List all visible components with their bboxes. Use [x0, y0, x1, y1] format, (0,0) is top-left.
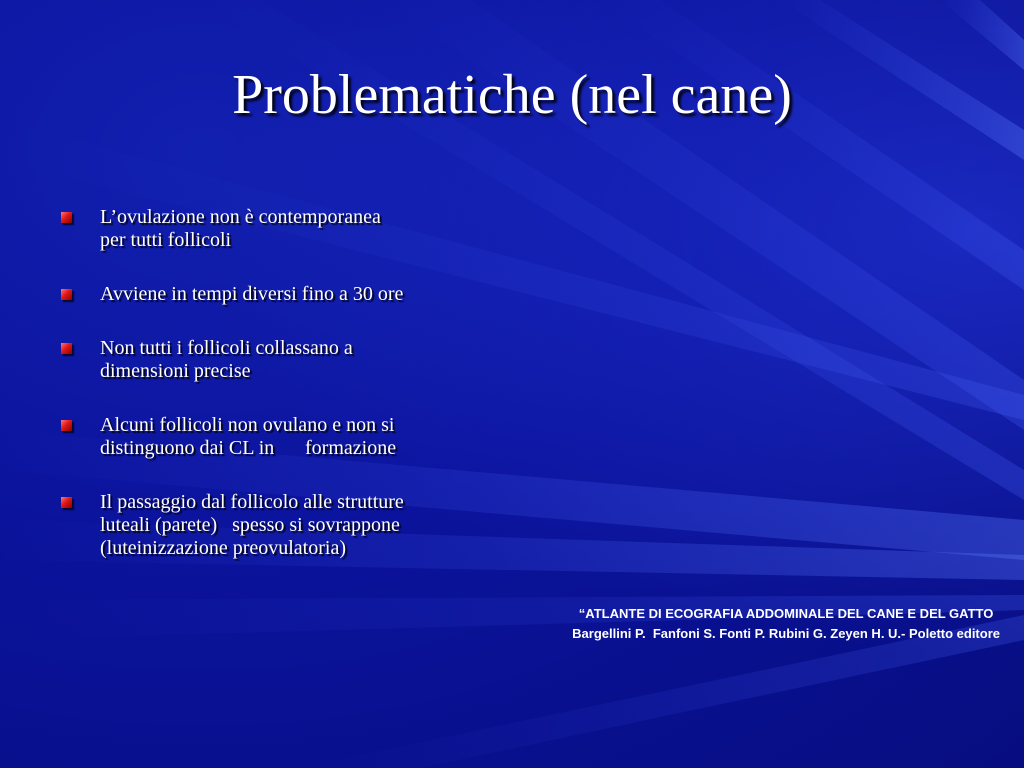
bullet-text: Alcuni follicoli non ovulano e non si distinguono dai CL in formazione [100, 414, 397, 459]
list-item [60, 206, 500, 252]
bullet-square-icon [61, 420, 72, 431]
bullet-square-icon [61, 289, 72, 300]
bullet-text: Il passaggio dal follicolo alle strutture luteali (parete) spesso si sovrappone (luteinizzazione preovulatoria) [100, 491, 404, 559]
bullet-text: Avviene in tempi diversi fino a 30 ore [100, 283, 404, 305]
bullet-text: L’ovulazione non è contemporanea per tutti follicoli [100, 206, 381, 251]
list-item [60, 337, 500, 383]
list-item [60, 491, 500, 560]
source-citation [572, 604, 1000, 644]
bullet-text: Non tutti i follicoli collassano a dimensioni precise [100, 337, 353, 382]
list-item [60, 414, 500, 460]
bullet-square-icon [61, 343, 72, 354]
list-item [60, 283, 500, 306]
slide-title: Problematiche (nel cane) [232, 64, 792, 126]
citation-book-title: “ATLANTE DI ECOGRAFIA ADDOMINALE DEL CANE E DEL GATTO [578, 606, 994, 621]
bullet-square-icon [61, 212, 72, 223]
bullet-square-icon [61, 497, 72, 508]
bullet-list [60, 206, 500, 591]
citation-authors: Bargellini P. Fanfoni S. Fonti P. Rubini G. Zeyen H. U.- Poletto editore [572, 626, 1000, 641]
